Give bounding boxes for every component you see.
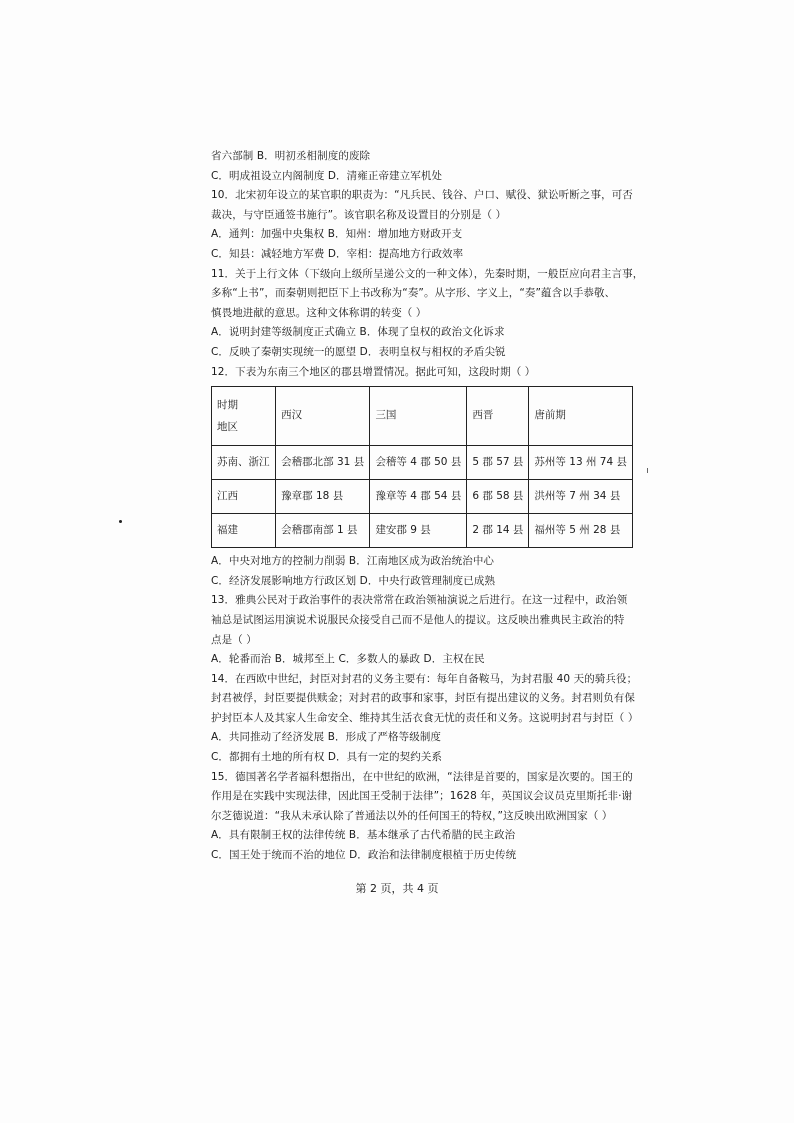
q15-stem-2: 作用是在实践中实现法律，因此国王受制于法律”；1628 年，英国议会议员克里斯托非·谢 — [211, 790, 633, 803]
q12-stem: 12．下表为东南三个地区的郡县增置情况。据此可知，这段时期（ ） — [211, 365, 536, 378]
table-corner-cell — [212, 387, 276, 446]
page-content — [211, 147, 644, 866]
q14-options-1: A．共同推动了经济发展 B．形成了严格等级制度 — [211, 731, 442, 744]
q15-options-1: A．具有限制王权的法律传统 B．基本继承了古代希腊的民主政治 — [211, 829, 516, 842]
q9-options-line-1: 省六部制 B．明初丞相制度的废除 — [211, 150, 371, 162]
q12-options-2: C．经济发展影响地方行政区划 D．中央行政管理制度已成熟 — [211, 574, 496, 587]
table-cell: 6 郡 58 县 — [467, 480, 529, 514]
q10-options-1: A．通判：加强中央集权 B．知州：增加地方财政开支 — [211, 228, 463, 241]
table-header-cell: 唐前期 — [529, 387, 633, 446]
table-cell: 福州等 5 州 28 县 — [529, 514, 633, 548]
q14-stem-1: 14．在西欧中世纪，封臣对封君的义务主要有：每年自备鞍马，为封君服 40 天的骑兵役； — [211, 672, 638, 685]
q11-options-2: C．反映了秦朝实现统一的愿望 D．表明皇权与相权的矛盾尖锐 — [211, 345, 506, 358]
table-region-cell: 苏南、浙江 — [212, 446, 276, 480]
q14-stem-3: 护封臣本人及其家人生命安全、维持其生活衣食无忧的责任和义务。这说明封君与封臣（ ） — [211, 711, 639, 724]
corner-period-label: 时期 — [217, 399, 238, 412]
table-cell: 豫章郡 18 县 — [276, 480, 370, 514]
table-cell: 洪州等 7 州 34 县 — [529, 480, 633, 514]
page-number-footer: 第 2 页，共 4 页 — [355, 882, 439, 895]
scan-mark — [647, 468, 648, 473]
q15-options-2: C．国王处于统而不治的地位 D．政治和法律制度根植于历史传统 — [211, 849, 517, 862]
q10-stem-1: 10．北宋初年设立的某官职的职责为：“凡兵民、钱谷、户口、赋役、狱讼听断之事，可否 — [211, 189, 633, 202]
table-row — [212, 446, 633, 480]
q13-options: A．轮番而治 B．城邦至上 C．多数人的暴政 D．主权在民 — [211, 653, 485, 666]
q14-stem-2: 封君被俘，封臣要提供赎金；对封君的政事和家事，封臣有提出建议的义务。封君则负有保 — [211, 692, 635, 705]
table-cell: 豫章等 4 郡 54 县 — [370, 480, 467, 514]
table-row — [212, 480, 633, 514]
q11-stem-1: 11．关于上行文体（下级向上级所呈递公文的一种文体），先秦时期，一般臣应向君主言事， — [211, 267, 644, 280]
q9-options-line-2: C．明成祖设立内阁制度 D．清雍正帝建立军机处 — [211, 169, 443, 182]
table-header-cell: 西汉 — [276, 387, 370, 446]
table-region-cell: 福建 — [212, 514, 276, 548]
q15-stem-1: 15．德国著名学者福科想指出，在中世纪的欧洲，“法律是首要的，国家是次要的。国王的 — [211, 770, 633, 783]
table-cell: 苏州等 13 州 74 县 — [529, 446, 633, 480]
table-cell: 5 郡 57 县 — [467, 446, 529, 480]
county-table — [211, 386, 633, 548]
q11-stem-2: 多称“上书”，而秦朝则把臣下上书改称为“奏”。从字形、字义上，“奏”蕴含以手恭敬、 — [211, 287, 616, 300]
table-cell: 建安郡 9 县 — [370, 514, 467, 548]
q13-stem-3: 点是（ ） — [211, 633, 257, 646]
q11-options-1: A．说明封建等级制度正式确立 B．体现了皇权的政治文化诉求 — [211, 326, 505, 339]
table-header-row — [212, 387, 633, 446]
q10-options-2: C．知县：减轻地方军费 D．宰相：提高地方行政效率 — [211, 247, 464, 260]
scan-speck — [119, 520, 122, 523]
q15-stem-3: 尔芝德说道：“我从未承认除了普通法以外的任何国王的特权，”这反映出欧洲国家（ ） — [211, 809, 613, 822]
q11-stem-3: 慎畏地进献的意思。这种文体称谓的转变（ ） — [211, 306, 427, 319]
table-cell: 2 郡 14 县 — [467, 514, 529, 548]
q12-options-1: A．中央对地方的控制力削弱 B．江南地区成为政治统治中心 — [211, 555, 495, 568]
q13-stem-1: 13．雅典公民对于政治事件的表决常常在政治领袖演说之后进行。在这一过程中，政治领 — [211, 594, 628, 607]
q10-stem-2: 裁决，与守臣通签书施行”。该官职名称及设置目的分别是（ ） — [211, 208, 507, 221]
table-header-cell: 西晋 — [467, 387, 529, 446]
table-cell: 会稽郡南部 1 县 — [276, 514, 370, 548]
table-region-cell: 江西 — [212, 480, 276, 514]
table-cell: 会稽郡北部 31 县 — [276, 446, 370, 480]
q14-options-2: C．都拥有土地的所有权 D．具有一定的契约关系 — [211, 751, 443, 764]
table-cell: 会稽等 4 郡 50 县 — [370, 446, 467, 480]
table-row — [212, 514, 633, 548]
corner-region-label: 地区 — [217, 421, 238, 434]
table-header-cell: 三国 — [370, 387, 467, 446]
q13-stem-2: 袖总是试图运用演说术说服民众接受自己而不是他人的提议。这反映出雅典民主政治的特 — [211, 613, 625, 626]
